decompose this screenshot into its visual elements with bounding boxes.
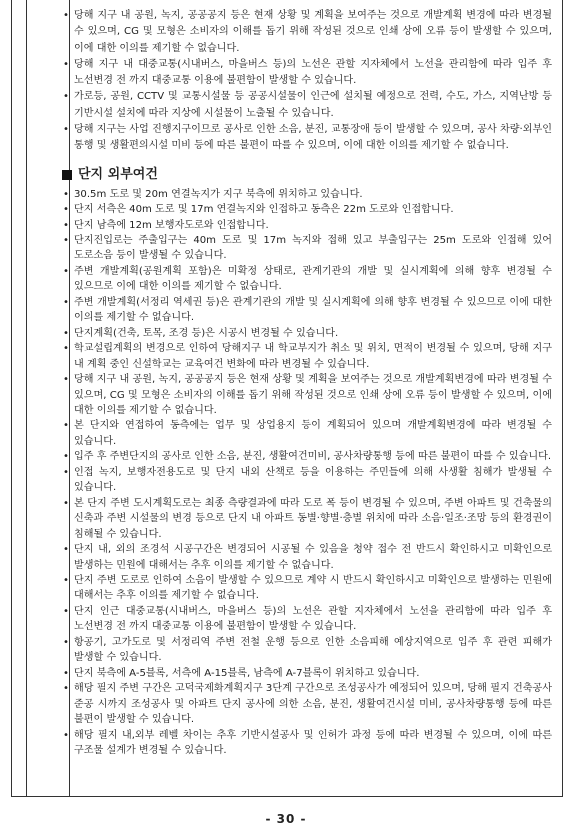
bullet-icon: • (63, 497, 69, 509)
list-item: • 해당 필지 내,외부 레벨 차이는 추후 기반시설공사 및 인허가 과정 등에 따라 변경될 수 있으며, 이에 따른 구조물 설계가 변경될 수 있습니다. (63, 729, 552, 756)
bullet-icon: • (63, 374, 69, 386)
list-item: • 본 단지 주변 도시계획도로는 최종 측량결과에 따라 도로 폭 등이 변경될 수 있으며, 주변 아파트 및 건축물의 신축과 주변 시설물의 변경 등으로 단지 내 아파트 동별·향별·층별 위치에 따라 소음·일조·조망 등의 환경권이 침해될 수 있습니다. (63, 497, 552, 540)
bullet-icon: • (63, 683, 69, 695)
bullet-icon: • (63, 575, 69, 586)
notice-content (62, 8, 552, 758)
bullet-icon: • (63, 327, 69, 339)
list-item: • 단지진입로는 주출입구는 40m 도로 및 17m 녹지와 접해 있고 부출입구는 25m 도로와 인접해 있어 도로소음 등이 발생될 수 있습니다. (63, 235, 552, 262)
section-heading: 단지 외부여건 (62, 165, 552, 185)
list-item: • 당해 지구 내 공원, 녹지, 공공공지 등은 현재 상황 및 계획을 보여주는 것으로 개발계획변경에 따라 변경될 수 있으며, CG 및 모형은 소비자의 이해를 돕기 위해 작성된 것으로 인쇄 상에 오류 등이 발생할 수 있으며, 이에 대한 이의를 제기할 수 없습니다. (63, 374, 552, 417)
bullet-icon: • (63, 420, 69, 432)
bullet-icon: • (63, 265, 69, 277)
list-item: • 단지 주변 도로로 인하여 소음이 발생할 수 있으므로 계약 시 반드시 확인하시고 미확인으로 발생하는 민원에 대해서는 추후 이의를 제기할 수 없습니다. (63, 575, 552, 602)
bullet-icon: • (63, 729, 69, 741)
bullet-icon: • (63, 296, 69, 308)
list-item: • 단지 북측에 A-5블록, 서측에 A-15블록, 남측에 A-7블록이 위치하고 있습니다. (62, 666, 552, 681)
list-item: • 30.5m 도로 및 20m 연결녹지가 지구 북측에 위치하고 있습니다. (62, 187, 552, 202)
list-item: • 입주 후 주변단지의 공사로 인한 소음, 분진, 생활여건미비, 공사차량통행 등에 따른 불편이 따를 수 있습니다. (62, 449, 552, 464)
list-item: • 해당 필지 주변 구간은 고덕국제화계획지구 3단계 구간으로 조성공사가 예정되어 있으며, 당해 필지 건축공사 준공 시까지 조성공사 및 아파트 단지 공사에 의한 소음, 분진, 생활여건시설 미비, 공사차량통행 등에 따른 불편이 발생할 수 있습니다. (63, 683, 552, 726)
list-item: • 단지 서측은 40m 도로 및 17m 연결녹지와 인접하고 동측은 22m 도로와 인접합니다. (62, 202, 552, 217)
bullet-icon: • (63, 58, 69, 70)
bullet-icon: • (63, 451, 69, 463)
list-item: • 항공기, 고가도로 및 서정리역 주변 전철 운행 등으로 인한 소음피해 예상지역으로 입주 후 관련 피해가 발생할 수 있습니다. (63, 636, 552, 664)
bullet-icon: • (63, 636, 69, 648)
table-column-divider (26, 0, 27, 796)
bullet-icon: • (63, 667, 69, 679)
bullet-icon: • (63, 544, 69, 556)
list-item: • 단지 내, 외의 조경석 시공구간은 변경되어 시공될 수 있음을 청약 접수 전 반드시 확인하시고 미확인으로 발생하는 민원에 대해서는 추후 이의를 제기할 수 없습니다. (63, 544, 552, 571)
bullet-icon: • (63, 204, 69, 216)
page-number: - 30 - (265, 812, 307, 826)
list-item: • 단지계획(건축, 토목, 조경 등)은 시공시 변경될 수 있습니다. (62, 326, 552, 341)
list-item: • 인접 녹지, 보행자전용도로 및 단지 내외 산책로 등을 이용하는 주민들에 의해 사생활 침해가 발생될 수 있습니다. (63, 466, 552, 494)
list-item: • 단지 인근 대중교통(시내버스, 마을버스 등)의 노선은 관할 지자체에서 노선을 관리함에 따라 입주 후 노선변경 전 까지 대중교통 이용에 불편함이 발생할 수 있습니다. (63, 605, 552, 633)
bullet-icon: • (63, 91, 69, 103)
outer-conditions-list (62, 187, 552, 759)
bullet-icon: • (63, 188, 69, 200)
list-item: • 본 단지와 연접하여 동측에는 업무 및 상업용지 등이 계획되어 있으며 개발계획변경에 따라 변경될 수 있습니다. (63, 420, 552, 447)
list-item: • 주변 개발계획(서정리 역세권 등)은 관계기관의 개발 및 실시계획에 의해 향후 변경될 수 있으므로 이에 대한 이의를 제기할 수 없습니다. (63, 296, 552, 324)
list-item: • 당해 지구는 사업 진행지구이므로 공사로 인한 소음, 분진, 교통장애 등이 발생할 수 있으며, 공사 차량·외부인 통행 및 생활편의시설 미비 등에 따른 불편이 따를 수 있으며, 이에 대한 이의를 제기할 수 없습니다. (63, 124, 552, 152)
bullet-icon: • (63, 466, 69, 478)
list-item: • 가로등, 공원, CCTV 및 교통시설물 등 공공시설물이 인근에 설치될 예정으로 전력, 수도, 가스, 지역난방 등 기반시설 설치에 따라 지상에 시설물이 노출될 수 있습니다. (63, 91, 552, 119)
bullet-icon: • (63, 235, 69, 247)
list-item: • 당해 지구 내 대중교통(시내버스, 마을버스 등)의 노선은 관할 지자체에서 노선을 관리함에 따라 입주 후 노선변경 전 까지 대중교통 이용에 불편함이 발생할 수 있습니다. (63, 58, 552, 87)
bullet-icon: • (63, 219, 69, 231)
bullet-icon: • (63, 10, 69, 21)
bullet-icon: • (63, 124, 69, 136)
list-item: • 단지 남측에 12m 보행자도로와 인접합니다. (62, 218, 552, 233)
square-bullet-icon (62, 170, 72, 180)
list-item: • 당해 지구 내 공원, 녹지, 공공공지 등은 현재 상황 및 계획을 보여주는 것으로 개발계획 변경에 따라 변경될 수 있으며, CG 및 모형은 소비자의 이해를 돕기 위해 작성된 것으로 인쇄 상에 오류 등이 발생할 수 있으며, 이에 대한 이의를 제기할 수 없습니다. (63, 10, 552, 54)
list-item: • 학교설립계획의 변경으로 인하여 당해지구 내 학교부지가 취소 및 위치, 면적이 변경될 수 있으며, 당해 지구 내 계획 중인 신설학교는 교육여건 변화에 따라 변경될 수 있습니다. (63, 343, 552, 370)
bullet-icon: • (63, 343, 69, 355)
bullet-icon: • (63, 605, 69, 617)
previous-section-list (62, 8, 552, 155)
list-item: • 주변 개발계획(공원계획 포함)은 미확정 상태로, 관계기관의 개발 및 실시계획에 의해 향후 변경될 수 있으므로 이에 대한 이의를 제기할 수 없습니다. (63, 265, 552, 293)
